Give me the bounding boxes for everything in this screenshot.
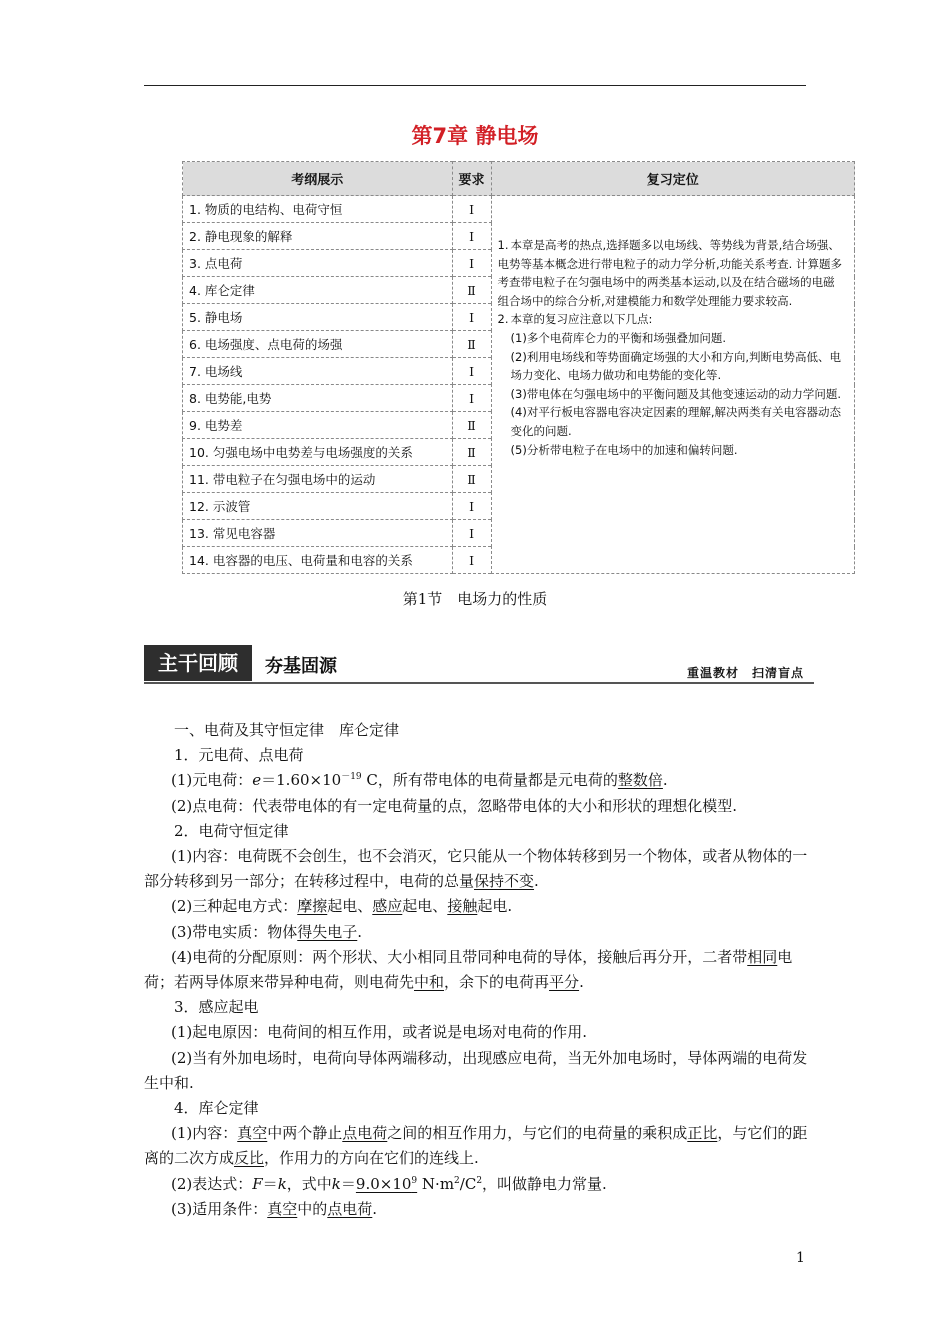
syllabus-item: 2. 静电现象的解释 bbox=[183, 223, 453, 250]
paragraph: (1)起电原因：电荷间的相互作用，或者说是电场对电荷的作用. bbox=[171, 1023, 588, 1042]
key-term: 点电荷 bbox=[342, 1124, 388, 1143]
syllabus-item: 10. 匀强电场中电势差与电场强度的关系 bbox=[183, 439, 453, 466]
subsection-title: 4．库仑定律 bbox=[174, 1099, 259, 1118]
requirement-level: Ⅱ bbox=[452, 466, 491, 493]
requirement-level: Ⅰ bbox=[452, 547, 491, 574]
text: ，作用力的方向在它们的连线上. bbox=[264, 1149, 479, 1168]
syllabus-item: 4. 库仑定律 bbox=[183, 277, 453, 304]
syllabus-item: 8. 电势能,电势 bbox=[183, 385, 453, 412]
paragraph bbox=[144, 844, 814, 894]
requirement-level: Ⅰ bbox=[452, 358, 491, 385]
header-requirement: 要求 bbox=[452, 162, 491, 196]
text: 之间的相互作用力，与它们的电荷量的乘积成 bbox=[387, 1124, 688, 1143]
requirement-level: Ⅱ bbox=[452, 277, 491, 304]
review-p2-num: 2. bbox=[497, 312, 509, 327]
review-positioning bbox=[491, 196, 854, 574]
text: ，余下的电荷再 bbox=[444, 973, 550, 992]
text: . bbox=[357, 922, 363, 941]
key-term: 相同 bbox=[747, 947, 778, 966]
paragraph bbox=[144, 1197, 814, 1222]
symbol-k: k bbox=[277, 1174, 287, 1193]
symbol-k: k bbox=[331, 1174, 341, 1193]
text: (2)表达式： bbox=[171, 1174, 253, 1193]
table-header-row bbox=[183, 162, 855, 196]
subsection-title: 1．元电荷、点电荷 bbox=[174, 746, 304, 765]
text: 起电、 bbox=[402, 897, 448, 916]
text: ，叫做静电力常量. bbox=[482, 1174, 607, 1193]
heading-1: 一、电荷及其守恒定律 库仑定律 bbox=[174, 721, 400, 739]
requirement-level: Ⅰ bbox=[452, 304, 491, 331]
syllabus-table bbox=[182, 161, 855, 574]
key-term: 得失电子 bbox=[297, 922, 358, 941]
body-content bbox=[144, 718, 814, 1222]
key-term: 摩擦 bbox=[297, 897, 328, 916]
exponent: 2 bbox=[454, 1175, 460, 1186]
banner-subtitle: 夯基固源 bbox=[265, 656, 337, 677]
banner-rule bbox=[144, 682, 814, 684]
header-review: 复习定位 bbox=[491, 162, 854, 196]
section-title: 第1节 电场力的性质 bbox=[402, 590, 548, 608]
page-number: 1 bbox=[796, 1250, 805, 1266]
section-banner bbox=[144, 644, 814, 684]
paragraph bbox=[144, 894, 814, 919]
text: (3)适用条件： bbox=[171, 1199, 268, 1218]
syllabus-item: 12. 示波管 bbox=[183, 493, 453, 520]
requirement-level: Ⅰ bbox=[452, 520, 491, 547]
requirement-level: Ⅰ bbox=[452, 493, 491, 520]
requirement-level: Ⅱ bbox=[452, 439, 491, 466]
text: ，与它们的距离的二次方成 bbox=[144, 1124, 808, 1168]
paragraph bbox=[144, 945, 814, 995]
key-term: 接触 bbox=[447, 897, 478, 916]
review-point: (1)多个电荷库仑力的平衡和场强叠加问题. bbox=[510, 330, 726, 345]
key-term: 感应 bbox=[372, 897, 403, 916]
text: (4)电荷的分配原则：两个形状、大小相同且带同种电荷的导体，接触后再分开，二者带 bbox=[171, 947, 748, 966]
key-term: 保持不变 bbox=[474, 872, 535, 891]
paragraph: (2)点电荷：代表带电体的有一定电荷量的点，忽略带电体的大小和形状的理想化模型. bbox=[171, 796, 738, 815]
text: (2)三种起电方式： bbox=[171, 897, 298, 916]
key-term: 整数倍 bbox=[617, 771, 663, 790]
review-point: (3)带电体在匀强电场中的平衡问题及其他变速运动的动力学问题. bbox=[510, 386, 841, 401]
review-point: (4)对平行板电容器电容决定因素的理解,解决两类有关电容器动态变化的问题. bbox=[510, 405, 841, 438]
requirement-level: Ⅱ bbox=[452, 331, 491, 358]
text: . bbox=[372, 1199, 378, 1218]
syllabus-item: 1. 物质的电结构、电荷守恒 bbox=[183, 196, 453, 223]
text: ＝ bbox=[262, 1174, 278, 1193]
syllabus-item: 5. 静电场 bbox=[183, 304, 453, 331]
syllabus-item: 9. 电势差 bbox=[183, 412, 453, 439]
key-term: 点电荷 bbox=[327, 1199, 373, 1218]
banner-right-text: 重温教材 扫清盲点 bbox=[686, 666, 804, 680]
text: 9.0×10 bbox=[355, 1174, 412, 1193]
key-term: 真空 bbox=[237, 1124, 268, 1143]
requirement-level: Ⅰ bbox=[452, 196, 491, 223]
text: (1)内容：电荷既不会创生，也不会消灭，它只能从一个物体转移到另一个物体，或者从物体的一部分转移到另一部分；在转移过程中，电荷的总量 bbox=[144, 847, 808, 891]
syllabus-item: 14. 电容器的电压、电荷量和电容的关系 bbox=[183, 547, 453, 574]
review-p1-num: 1. bbox=[497, 238, 509, 252]
review-p1-text: 本章是高考的热点,选择题多以电场线、等势线为背景,结合场强、电势等基本概念进行带电粒子的动力学分析,功能关系考查. 计算题多考查带电粒子在匀强电场中的两类基本运动,以及在结合磁场的电磁组合场中的综合分析,对建模能力和数学处理能力要求较高. bbox=[497, 238, 842, 308]
text: 电荷；若两导体原来带异种电荷，则电荷先 bbox=[144, 947, 793, 992]
symbol-e: e bbox=[252, 771, 262, 790]
text: /C bbox=[459, 1174, 477, 1193]
text: (3)带电实质：物体 bbox=[171, 922, 298, 941]
requirement-level: Ⅰ bbox=[452, 223, 491, 250]
paragraph: (2)当有外加电场时，电荷向导体两端移动，出现感应电荷，当无外加电场时，导体两端的电荷发生中和. bbox=[144, 1048, 808, 1092]
paragraph bbox=[144, 1121, 814, 1171]
text: . bbox=[662, 771, 668, 790]
key-term bbox=[356, 1175, 417, 1193]
paragraph bbox=[144, 920, 814, 945]
subsection-title: 2．电荷守恒定律 bbox=[174, 821, 289, 840]
subsection-title: 3．感应起电 bbox=[174, 998, 259, 1017]
text: (1)元电荷： bbox=[171, 771, 253, 790]
review-point: (2)利用电场线和等势面确定场强的大小和方向,判断电势高低、电场力变化、电场力做功和电势能的变化等. bbox=[510, 349, 841, 383]
text: . bbox=[579, 973, 584, 992]
key-term: 平分 bbox=[549, 973, 580, 992]
requirement-level: Ⅰ bbox=[452, 250, 491, 277]
header-syllabus: 考纲展示 bbox=[183, 162, 453, 196]
exponent: 9 bbox=[411, 1175, 418, 1186]
chapter-title: 第7章 静电场 bbox=[411, 124, 539, 148]
text: C，所有带电体的电荷量都是元电荷的 bbox=[361, 771, 618, 790]
key-term: 反比 bbox=[234, 1149, 265, 1168]
key-term: 正比 bbox=[687, 1124, 718, 1143]
text: 起电. bbox=[477, 897, 513, 916]
banner-tag: 主干回顾 bbox=[144, 645, 252, 681]
paragraph bbox=[144, 1172, 814, 1197]
paragraph bbox=[144, 768, 814, 793]
review-point: (5)分析带电粒子在电场中的加速和偏转问题. bbox=[510, 442, 738, 457]
requirement-level: Ⅱ bbox=[452, 412, 491, 439]
text: ＝1.60×10 bbox=[261, 771, 342, 790]
text: . bbox=[534, 872, 539, 891]
syllabus-item: 6. 电场强度、点电荷的场强 bbox=[183, 331, 453, 358]
exponent: 2 bbox=[476, 1175, 483, 1186]
table-row bbox=[183, 196, 855, 223]
syllabus-item: 11. 带电粒子在匀强电场中的运动 bbox=[183, 466, 453, 493]
exponent: －19 bbox=[341, 772, 362, 783]
syllabus-item: 3. 点电荷 bbox=[183, 250, 453, 277]
requirement-level: Ⅰ bbox=[452, 385, 491, 412]
text: ，式中 bbox=[286, 1174, 332, 1193]
syllabus-item: 7. 电场线 bbox=[183, 358, 453, 385]
syllabus-item: 13. 常见电容器 bbox=[183, 520, 453, 547]
symbol-F: F bbox=[252, 1174, 263, 1193]
text: ＝ bbox=[340, 1174, 356, 1193]
text: N·m bbox=[417, 1174, 455, 1193]
text: 起电、 bbox=[327, 897, 373, 916]
key-term: 中和 bbox=[414, 973, 445, 992]
key-term: 真空 bbox=[267, 1199, 298, 1218]
header-rule bbox=[144, 85, 806, 86]
text: 中两个静止 bbox=[267, 1124, 343, 1143]
text: 中的 bbox=[297, 1199, 328, 1218]
text: (1)内容： bbox=[171, 1124, 238, 1143]
review-p2-text: 本章的复习应注意以下几点: bbox=[510, 312, 653, 327]
